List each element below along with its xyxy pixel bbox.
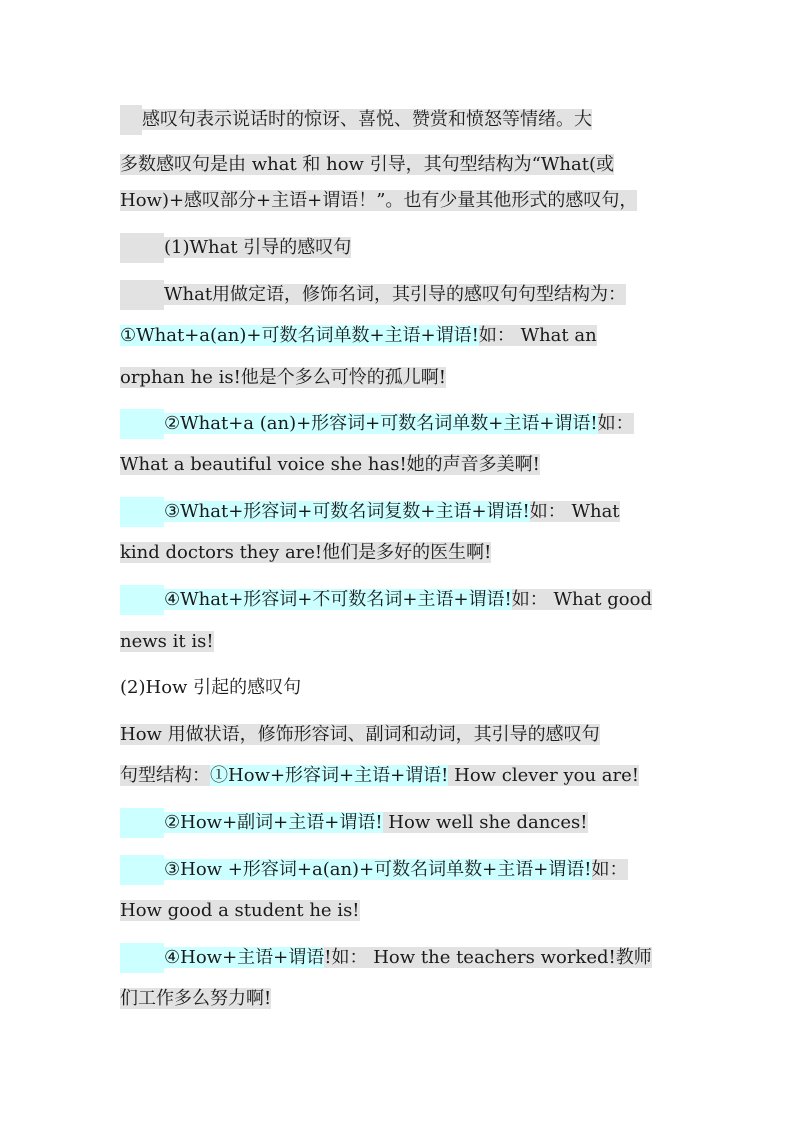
text-segment: ③How +形容词+a(an)+可数名词单数+主语+谓语! — [164, 859, 592, 880]
text-line — [120, 409, 634, 439]
text-segment: ④What+形容词+不可数名词+主语+谓语! — [164, 589, 512, 610]
text-segment: How clever you are! — [448, 765, 639, 786]
text-segment: ①How+形容词+主语+谓语! — [210, 765, 449, 786]
text-segment: kind doctors they are!他们是多好的医生啊! — [120, 542, 492, 563]
text-line — [120, 450, 540, 480]
text-segment: news it is! — [120, 631, 214, 652]
text-segment: 如： What — [529, 501, 620, 522]
text-segment: How)+感叹部分+主语+谓语！”。也有少量其他形式的感叹句， — [120, 190, 638, 211]
text-line — [120, 896, 360, 926]
text-segment: How well she dances! — [382, 812, 588, 833]
text-line — [120, 280, 626, 310]
text-segment: ②How+副词+主语+谓语! — [164, 812, 383, 833]
text-line — [120, 673, 301, 703]
text-segment: What a beautiful voice she has!她的声音多美啊! — [120, 454, 540, 475]
text-line — [120, 984, 271, 1014]
text-segment: ②What+a (an)+形容词+可数名词单数+主语+谓语! — [164, 413, 598, 434]
indent — [120, 585, 164, 615]
text-segment: What用做定语，修饰名词，其引导的感叹句句型结构为： — [164, 284, 627, 305]
indent — [120, 280, 164, 310]
indent — [120, 105, 142, 135]
text-segment: ③What+形容词+可数名词复数+主语+谓语! — [164, 501, 530, 522]
text-line — [120, 321, 597, 351]
text-segment: 如： What an — [478, 325, 597, 346]
text-line — [120, 761, 639, 791]
indent — [120, 855, 164, 885]
text-segment: 感叹句表示说话时的惊讶、喜悦、赞赏和愤怒等情绪。大 — [142, 109, 592, 130]
text-segment: 如： — [591, 859, 628, 880]
indent — [120, 943, 164, 973]
text-line — [120, 538, 491, 568]
text-segment: !如： How the teachers worked!教师 — [324, 947, 652, 968]
text-segment: 多数感叹句是由 what 和 how 引导，其句型结构为“What(或 — [120, 154, 614, 175]
text-segment: 们工作多么努力啊! — [120, 988, 272, 1009]
text-line — [120, 943, 652, 973]
text-line — [120, 150, 614, 180]
text-segment: How 用做状语，修饰形容词、副词和动词，其引导的感叹句 — [120, 724, 600, 745]
text-line — [120, 720, 600, 750]
text-line — [120, 627, 214, 657]
indent — [120, 808, 164, 838]
text-line — [120, 186, 637, 216]
text-line — [120, 855, 628, 885]
indent — [120, 497, 164, 527]
text-line — [120, 105, 592, 135]
text-segment: ①What+a(an)+可数名词单数+主语+谓语! — [120, 325, 479, 346]
indent — [120, 409, 164, 439]
text-line — [120, 363, 446, 393]
text-line — [120, 808, 588, 838]
text-segment: 句型结构： — [120, 765, 210, 786]
text-segment: 如： — [597, 413, 634, 434]
text-segment: How good a student he is! — [120, 900, 360, 921]
text-segment: (1)What 引导的感叹句 — [164, 237, 352, 258]
text-segment: orphan he is!他是个多么可怜的孤儿啊! — [120, 367, 447, 388]
indent — [120, 233, 164, 263]
text-line — [120, 233, 351, 263]
text-segment: ④How+主语+谓语 — [164, 947, 325, 968]
text-line — [120, 585, 652, 615]
text-segment: (2)How 引起的感叹句 — [120, 677, 302, 698]
text-line — [120, 497, 620, 527]
text-segment: 如： What good — [511, 589, 652, 610]
